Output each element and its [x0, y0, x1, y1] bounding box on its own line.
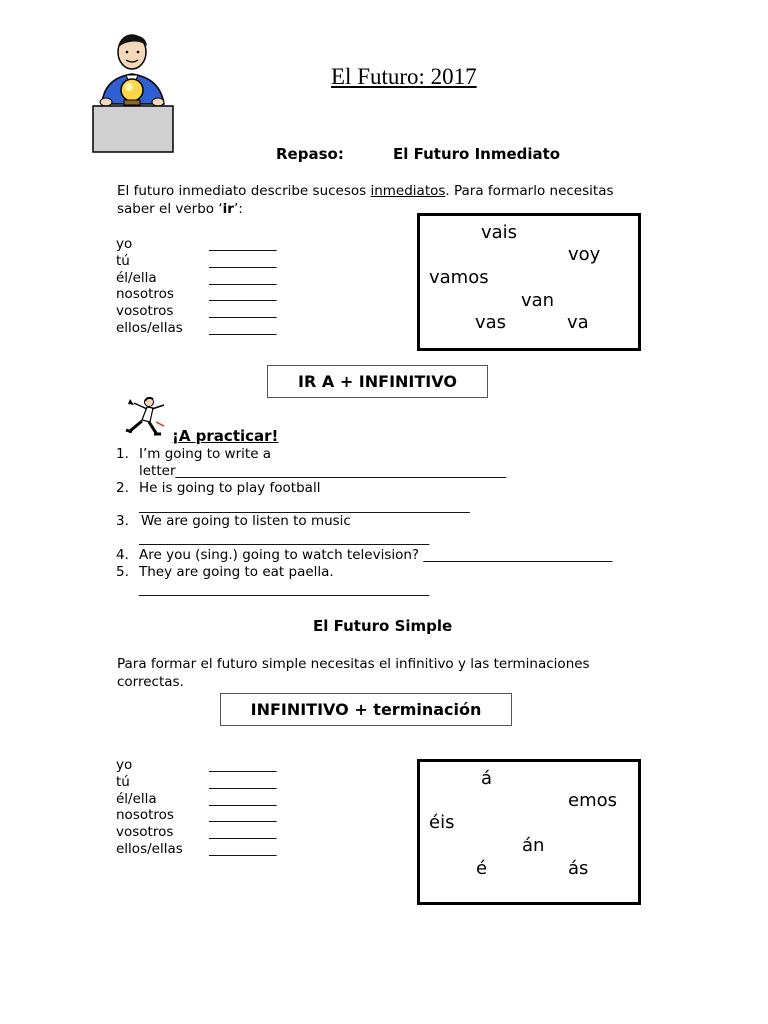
ir-word: vamos	[429, 267, 489, 288]
practice-item-text: They are going to eat paella.	[139, 564, 334, 580]
pronoun-vosotros: vosotros	[116, 303, 174, 320]
pronoun-yo: yo	[116, 757, 133, 773]
pronoun-yo: yo	[116, 236, 133, 252]
blank-line: __________	[209, 790, 277, 807]
practice-item-answer-line: letter_________________________________________________	[139, 463, 507, 479]
practice-item-text: We are going to listen to music	[141, 513, 351, 529]
ending-word: é	[476, 858, 488, 879]
ir-word: va	[567, 312, 589, 333]
ending-word: ás	[568, 858, 589, 879]
blank-list-2	[209, 757, 277, 858]
pronoun-nosotros: nosotros	[116, 286, 174, 303]
blank-line: __________	[209, 286, 277, 303]
pronoun-list-1	[116, 236, 183, 337]
blank-line: __________	[209, 807, 277, 824]
practice-item-number: 3.	[116, 513, 129, 529]
futuro-simple-description: Para formar el futuro simple necesitas el infinitivo y las terminaciones correctas.	[117, 656, 590, 690]
practice-list	[116, 446, 676, 606]
pronoun-tu: tú	[116, 773, 130, 790]
practice-item-text: He is going to play football	[139, 480, 321, 496]
blank-line: __________	[209, 757, 277, 773]
ending-word: á	[481, 768, 493, 789]
ir-word: vais	[481, 222, 518, 243]
practice-item-number: 2.	[116, 480, 129, 496]
running-man-icon	[120, 396, 170, 438]
pronoun-list-2	[116, 757, 183, 858]
practice-item-text: Are you (sing.) going to watch television? ____________________________	[139, 547, 613, 563]
practice-item-number: 1.	[116, 446, 129, 462]
practice-item-answer-line: ___________________________________________	[139, 530, 430, 546]
blank-line: __________	[209, 303, 277, 320]
ir-conjugation-box	[417, 213, 641, 351]
ir-word: van	[521, 290, 555, 311]
practice-item-answer-line: ___________________________________________	[139, 581, 430, 597]
repaso-label: Repaso:	[276, 145, 344, 163]
pronoun-tu: tú	[116, 252, 130, 269]
pronoun-vosotros: vosotros	[116, 824, 174, 841]
repaso-topic: El Futuro Inmediato	[393, 145, 561, 163]
page-title: El Futuro: 2017	[331, 64, 477, 89]
intro-underlined-word: inmediatos	[370, 183, 446, 199]
pronoun-el-ella: él/ella	[116, 790, 157, 807]
pronoun-ellos-ellas: ellos/ellas	[116, 840, 183, 857]
practice-item-text: I’m going to write a	[139, 446, 272, 462]
blank-line: __________	[209, 252, 277, 269]
pronoun-nosotros: nosotros	[116, 807, 174, 824]
intro-paragraph: El futuro inmediato describe sucesos inmediatos. Para formarlo necesitas saber el verbo ‘ir’:	[117, 183, 614, 217]
ir-word: vas	[475, 312, 507, 333]
futuro-simple-heading: El Futuro Simple	[313, 617, 453, 635]
blank-list-1	[209, 236, 277, 337]
endings-box	[417, 759, 641, 905]
practice-item-answer-line: _________________________________________________	[139, 498, 470, 514]
ending-word: emos	[568, 790, 617, 811]
formula-ir-a-infinitivo: IR A + INFINITIVO	[267, 365, 488, 398]
blank-line: __________	[209, 269, 277, 286]
fortune-teller-icon	[92, 32, 176, 154]
blank-line: __________	[209, 236, 277, 252]
formula-infinitivo-terminacion: INFINITIVO + terminación	[220, 693, 512, 726]
blank-line: __________	[209, 319, 277, 336]
practice-item-number: 4.	[116, 547, 129, 563]
practice-item-number: 5.	[116, 564, 129, 580]
ending-word: án	[522, 835, 545, 856]
intro-verb: ir	[222, 201, 234, 217]
pronoun-ellos-ellas: ellos/ellas	[116, 319, 183, 336]
pronoun-el-ella: él/ella	[116, 269, 157, 286]
blank-line: __________	[209, 840, 277, 857]
practice-heading: ¡A practicar!	[172, 427, 279, 445]
ir-word: voy	[568, 244, 601, 265]
blank-line: __________	[209, 824, 277, 841]
ending-word: éis	[429, 812, 455, 833]
blank-line: __________	[209, 773, 277, 790]
